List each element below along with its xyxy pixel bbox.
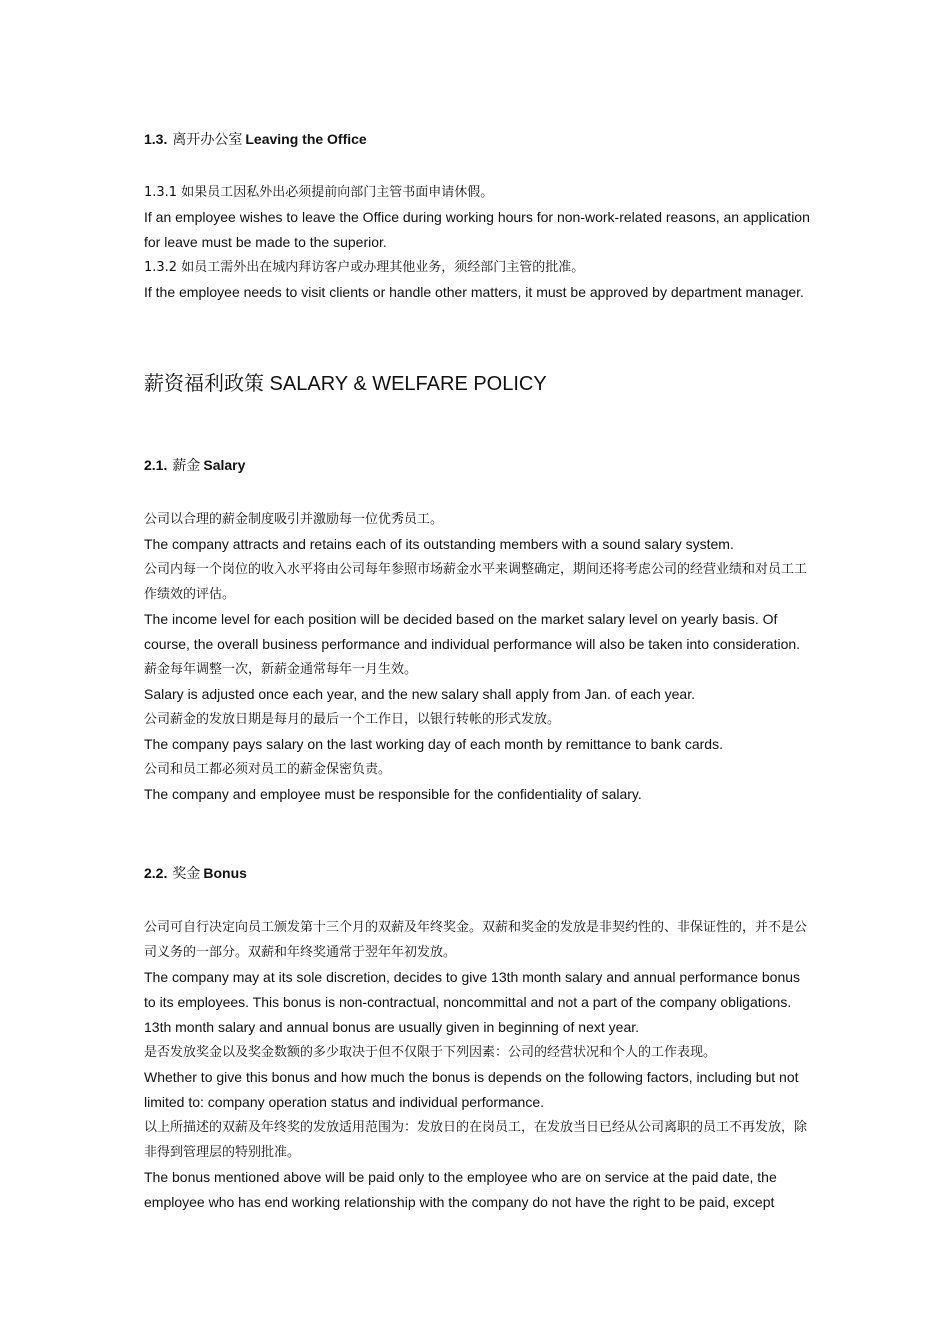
section-body-2-2 — [144, 915, 814, 1215]
paragraph-cn: 公司内每一个岗位的收入水平将由公司每年参照市场薪金水平来调整确定，期间还将考虑公司的经营业绩和对员工工作绩效的评估。 — [144, 562, 808, 602]
paragraph-en: The company and employee must be responsible for the confidentiality of salary. — [144, 786, 642, 802]
section-title-cn: 离开办公室 — [172, 132, 243, 148]
section-title-cn: 奖金 — [172, 866, 201, 882]
section-number: 2.2. — [144, 865, 168, 881]
paragraph-cn: 是否发放奖金以及奖金数额的多少取决于但不仅限于下列因素：公司的经营状况和个人的工作表现。 — [144, 1045, 717, 1060]
paragraph-en: The company attracts and retains each of its outstanding members with a sound salary system. — [144, 536, 734, 552]
section-body-2-1 — [144, 507, 814, 807]
paragraph-en: The company may at its sole discretion, decides to give 13th month salary and annual performance bonus to its employees. This bonus is non-contractual, noncommittal and not a part of the company obligations. 13th month salary and annual bonus are usually given in beginning of next year. — [144, 969, 801, 1035]
paragraph-en: The income level for each position will be decided based on the market salary level on yearly basis. Of course, the overall business performance and individual performance will also be taken into consideration. — [144, 611, 801, 652]
paragraph-cn: 公司以合理的薪金制度吸引并激励每一位优秀员工。 — [144, 512, 444, 527]
paragraph-en: Whether to give this bonus and how much the bonus is depends on the following factors, including but not limited to: company operation status and individual performance. — [144, 1069, 799, 1110]
section-heading-2-1 — [144, 455, 245, 476]
paragraph-en: The company pays salary on the last working day of each month by remittance to bank cards. — [144, 736, 723, 752]
section-body-1-3 — [144, 180, 814, 305]
paragraph-cn: 公司可自行决定向员工颁发第十三个月的双薪及年终奖金。双薪和奖金的发放是非契约性的、非保证性的，并不是公司义务的一部分。双薪和年终奖通常于翌年年初发放。 — [144, 920, 808, 960]
paragraph-cn: 薪金每年调整一次，新薪金通常每年一月生效。 — [144, 662, 418, 677]
section-number: 2.1. — [144, 457, 168, 473]
section-title-cn: 薪金 — [172, 458, 201, 474]
paragraph-en: Salary is adjusted once each year, and the new salary shall apply from Jan. of each year. — [144, 686, 695, 702]
paragraph-cn: 1.3.2 如员工需外出在城内拜访客户或办理其他业务，须经部门主管的批准。 — [144, 260, 585, 275]
paragraph-en: If the employee needs to visit clients or handle other matters, it must be approved by department manager. — [144, 284, 804, 300]
chapter-heading: 薪资福利政策 SALARY & WELFARE POLICY — [144, 373, 547, 395]
paragraph-cn: 1.3.1 如果员工因私外出必须提前向部门主管书面申请休假。 — [144, 185, 494, 200]
section-title-en: Bonus — [203, 865, 247, 881]
section-number: 1.3. — [144, 131, 168, 147]
paragraph-cn: 公司和员工都必须对员工的薪金保密负责。 — [144, 762, 392, 777]
paragraph-cn: 公司薪金的发放日期是每月的最后一个工作日，以银行转帐的形式发放。 — [144, 712, 561, 727]
paragraph-en: The bonus mentioned above will be paid only to the employee who are on service at the paid date, the employee who has end working relationship with the company do not have the right to be paid, except — [144, 1169, 777, 1210]
paragraph-cn: 以上所描述的双薪及年终奖的发放适用范围为：发放日的在岗员工，在发放当日已经从公司离职的员工不再发放，除非得到管理层的特别批准。 — [144, 1120, 808, 1160]
paragraph-en: If an employee wishes to leave the Office during working hours for non-work-related reasons, an application for leave must be made to the superior. — [144, 209, 810, 250]
section-heading-1-3 — [144, 129, 367, 150]
section-heading-2-2 — [144, 863, 247, 884]
section-title-en: Leaving the Office — [245, 131, 367, 147]
section-title-en: Salary — [203, 457, 246, 473]
